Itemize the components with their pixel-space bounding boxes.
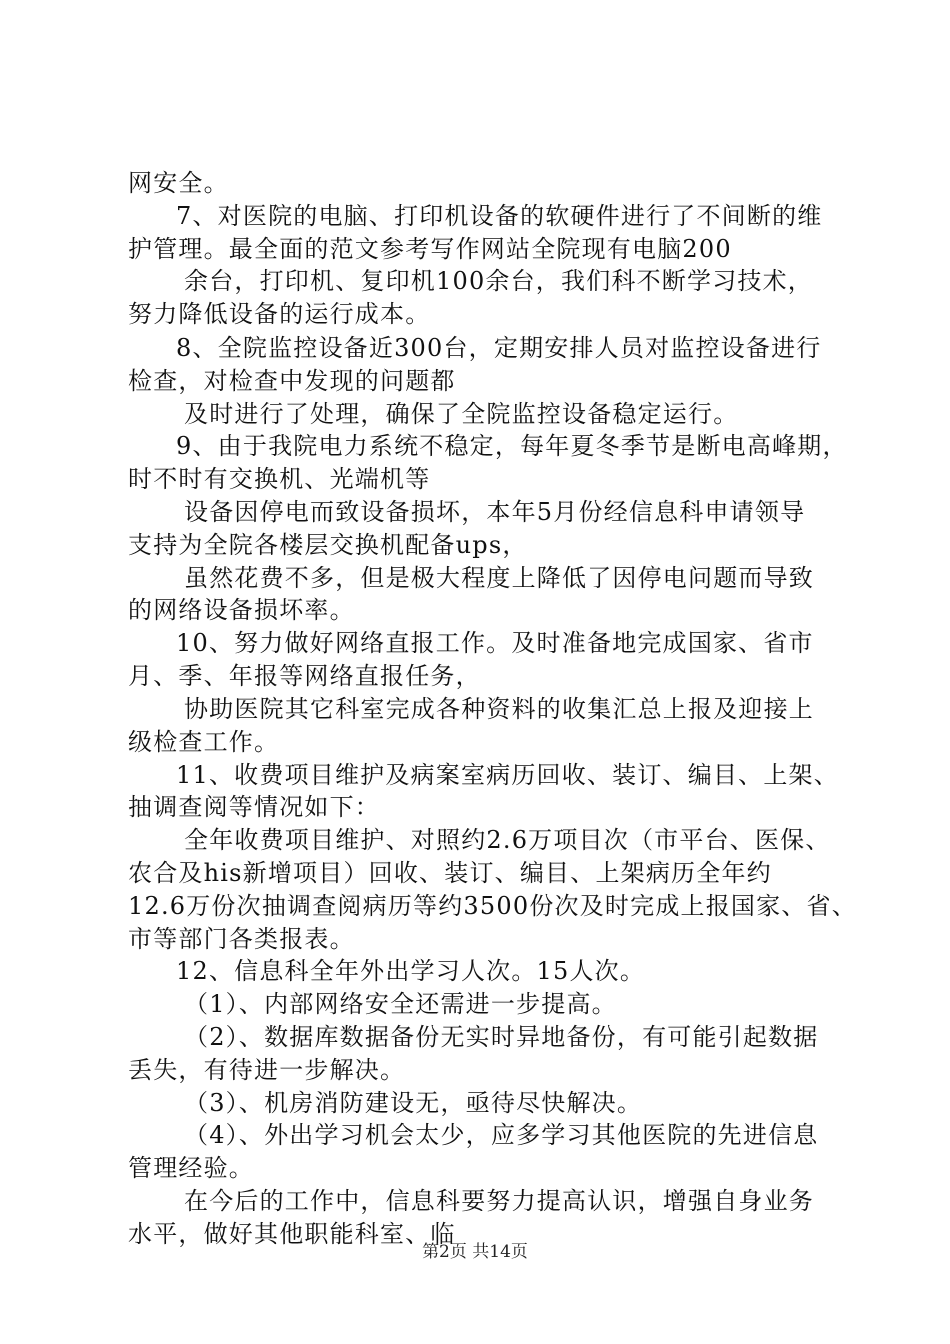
text-line: 全年收费项目维护、对照约2.6万项目次（市平台、医保、 xyxy=(184,826,831,855)
text-line: 设备因停电而致设备损坏，本年5月份经信息科申请领导 xyxy=(184,498,806,527)
text-line: 协助医院其它科室完成各种资料的收集汇总上报及迎接上 xyxy=(184,694,814,723)
text-line: 支持为全院各楼层交换机配备ups， xyxy=(128,530,528,559)
text-line: 在今后的工作中，信息科要努力提高认识，增强自身业务 xyxy=(184,1187,814,1216)
text-line: （2）、数据库数据备份无实时异地备份，有可能引起数据 xyxy=(184,1023,819,1051)
text-line: 9、由于我院电力系统不稳定，每年夏冬季节是断电高峰期， xyxy=(176,432,848,461)
text-line: 时不时有交换机、光端机等 xyxy=(128,465,431,494)
text-line: 抽调查阅等情况如下： xyxy=(128,793,380,822)
text-line: 护管理。最全面的范文参考写作网站全院现有电脑200 xyxy=(128,234,732,263)
text-line: 检查，对检查中发现的问题都 xyxy=(128,366,456,395)
text-line: 丢失，有待进一步解决。 xyxy=(128,1055,406,1084)
text-line: 余台，打印机、复印机100余台，我们科不断学习技术， xyxy=(184,267,814,296)
text-line: 月、季、年报等网络直报任务， xyxy=(128,662,481,691)
text-line: 管理经验。 xyxy=(128,1154,254,1183)
text-line: （4）、外出学习机会太少，应多学习其他医院的先进信息 xyxy=(184,1121,819,1150)
text-line: 及时进行了处理，确保了全院监控设备稳定运行。 xyxy=(184,399,739,428)
text-line: 级检查工作。 xyxy=(128,727,280,756)
text-line: 11、收费项目维护及病案室病历回收、装订、编目、上架、 xyxy=(176,760,839,789)
text-line: 的网络设备损坏率。 xyxy=(128,596,355,625)
text-line: 网安全。 xyxy=(128,168,229,197)
text-line: 8、全院监控设备近300台，定期安排人员对监控设备进行 xyxy=(176,333,822,362)
text-line: 农合及his新增项目）回收、装订、编目、上架病历全年约 xyxy=(128,858,772,887)
text-line: 10、努力做好网络直报工作。及时准备地完成国家、省市 xyxy=(176,629,814,658)
text-line: 12、信息科全年外出学习人次。15人次。 xyxy=(176,957,646,986)
text-line: （3）、机房消防建设无，亟待尽快解决。 xyxy=(184,1088,643,1117)
text-line: 12.6万份次抽调查阅病历等约3500份次及时完成上报国家、省、 xyxy=(128,891,857,920)
text-line: 7、对医院的电脑、打印机设备的软硬件进行了不间断的维 xyxy=(176,201,823,230)
text-line: （1）、内部网络安全还需进一步提高。 xyxy=(184,990,617,1019)
text-line: 虽然花费不多，但是极大程度上降低了因停电问题而导致 xyxy=(184,563,814,592)
text-line: 水平，做好其他职能科室、临 xyxy=(128,1219,456,1248)
text-line: 努力降低设备的运行成本。 xyxy=(128,300,431,329)
page-footer: 第2页 共14页 xyxy=(422,1242,528,1262)
text-line: 市等部门各类报表。 xyxy=(128,924,355,953)
